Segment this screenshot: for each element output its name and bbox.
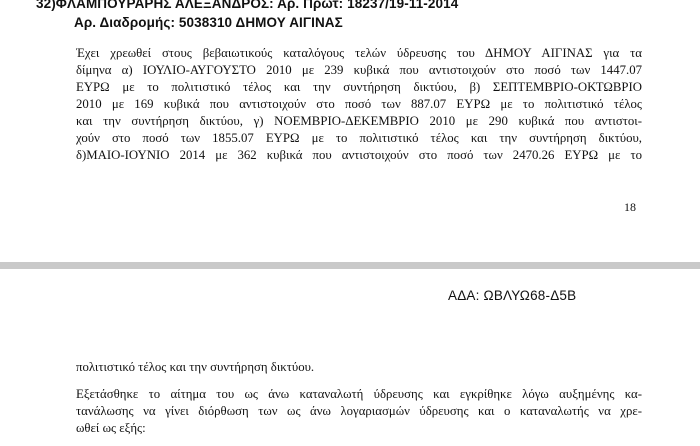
paragraph-line: ωθεί ως εξής:: [76, 421, 146, 435]
paragraph-line: δίμηνα α) ΙΟΥΛΙΟ-ΑΥΓΟΥΣΤΟ 2010 με 239 κυβικά που αντιστοιχούν στο ποσό των 1447.07: [76, 63, 642, 77]
paragraph-line: πολιτιστικό τέλος και την συντήρηση δικτύου.: [76, 360, 315, 374]
continuation-paragraph: [76, 359, 642, 376]
paragraph-line: Έχει χρεωθεί στους βεβαιωτικούς καταλόγους τελών ύδρευσης του ΔΗΜΟΥ ΑΙΓΙΝΑΣ για τα: [76, 46, 642, 60]
paragraph-line: και την συντήρηση δικτύου, γ) ΝΟΕΜΒΡΙΟ-ΔΕΚΕΜΒΡΙΟ 2010 με 290 κυβικά που αντιστοι-: [76, 114, 642, 128]
paragraph-line: χούν στο ποσό των 1855.07 ΕΥΡΩ με το πολιτιστικό τέλος και την συντήρηση δικτύου,: [76, 131, 642, 145]
paragraph-line: ΕΥΡΩ με το πολιτιστικό τέλος και την συντήρηση δικτύου, β) ΣΕΠΤΕΜΒΡΙΟ-ΟΚΤΩΒΡΙΟ: [76, 80, 642, 94]
page-number: 18: [624, 200, 636, 214]
decision-paragraph: [76, 386, 642, 437]
paragraph-line: δ)ΜΑΙΟ-ΙΟΥΝΙΟ 2014 με 362 κυβικά που αντιστοιχούν στο ποσό των 2470.26 ΕΥΡΩ με το: [76, 148, 642, 162]
paragraph-line: τανάλωσης να γίνει διόρθωση των ως άνω λογαριασμών ύδρευσης και ο καταναλωτής να χρε-: [76, 404, 642, 418]
paragraph-line: 2010 με 169 κυβικά που αντιστοιχούν στο ποσό των 887.07 ΕΥΡΩ με το πολιτιστικό τέλος: [76, 97, 642, 111]
charges-paragraph: [76, 45, 642, 164]
route-heading: Αρ. Διαδρομής: 5038310 ΔΗΜΟΥ ΑΙΓΙΝΑΣ: [74, 15, 343, 30]
paragraph-line: Εξετάσθηκε το αίτημα του ως άνω καταναλωτή ύδρευσης και εγκρίθηκε λόγω αυξημένης κα-: [76, 387, 642, 401]
consumer-heading: 32)ΦΛΑΜΠΟΥΡΑΡΗΣ ΑΛΕΞΑΝΔΡΟΣ: Αρ. Πρωτ: 18237/19-11-2014: [36, 0, 459, 11]
ada-code: ΑΔΑ: ΩΒΛΥΩ68-Δ5Β: [448, 288, 577, 303]
page-separator: [0, 262, 700, 269]
